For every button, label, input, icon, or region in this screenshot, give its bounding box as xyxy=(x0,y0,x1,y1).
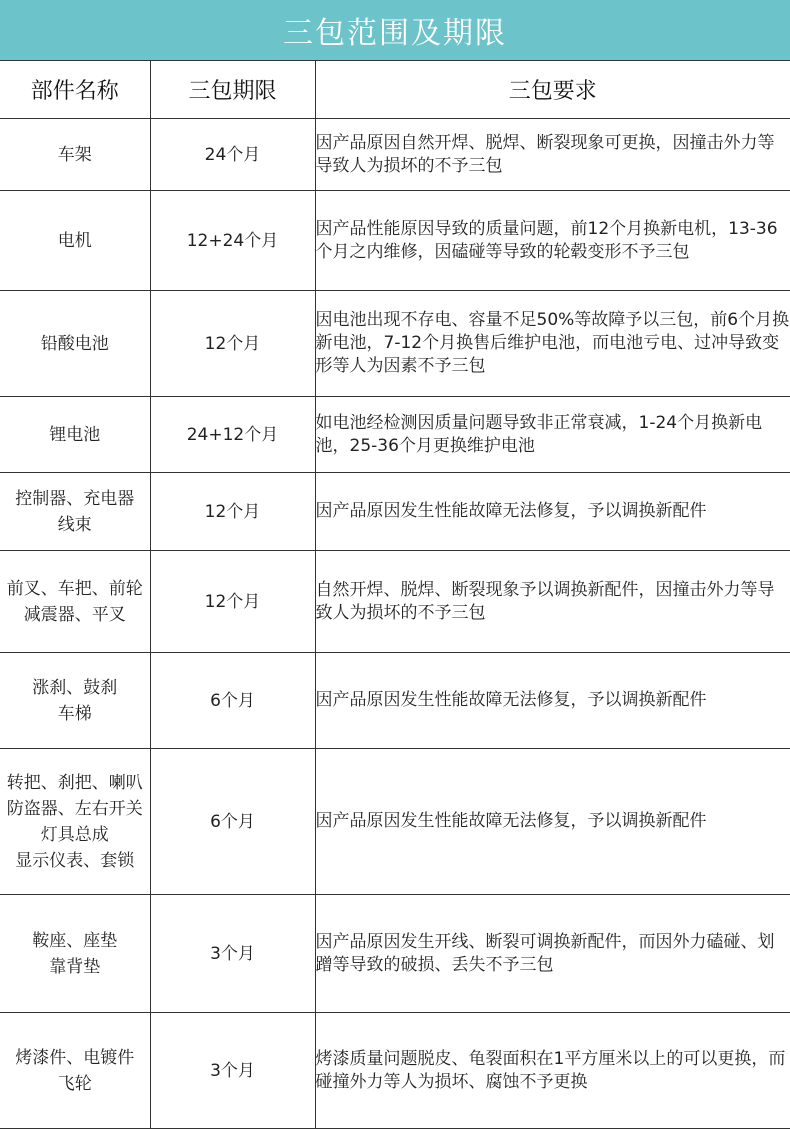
part-name-cell xyxy=(0,1013,150,1129)
part-name-cell xyxy=(0,291,150,397)
part-name-cell xyxy=(0,119,150,191)
requirement-cell: 因产品原因发生开线、断裂可调换新配件，而因外力磕碰、划蹭等导致的破损、丢失不予三包 xyxy=(315,895,790,1013)
part-name-line: 灯具总成 xyxy=(40,824,109,845)
requirement-cell: 因产品原因发生性能故障无法修复，予以调换新配件 xyxy=(315,653,790,749)
header-part-name: 部件名称 xyxy=(0,61,150,119)
period-cell: 6个月 xyxy=(150,749,315,895)
requirement-cell: 因电池出现不存电、容量不足50%等故障予以三包，前6个月换新电池，7-12个月换售后维护电池，而电池亏电、过冲导致变形等人为因素不予三包 xyxy=(315,291,790,397)
period-cell: 6个月 xyxy=(150,653,315,749)
table-header-row xyxy=(0,61,790,119)
table-row xyxy=(0,191,790,291)
header-warranty-period: 三包期限 xyxy=(150,61,315,119)
period-cell: 3个月 xyxy=(150,1013,315,1129)
table-row xyxy=(0,119,790,191)
title-bar xyxy=(0,0,790,60)
period-cell: 12个月 xyxy=(150,291,315,397)
part-name-line: 电机 xyxy=(57,230,92,251)
part-name-line: 显示仪表、套锁 xyxy=(15,850,135,871)
table-row xyxy=(0,749,790,895)
part-name-cell xyxy=(0,653,150,749)
period-cell: 12个月 xyxy=(150,473,315,551)
part-name-cell xyxy=(0,749,150,895)
table-row xyxy=(0,895,790,1013)
requirement-cell: 烤漆质量问题脱皮、龟裂面积在1平方厘米以上的可以更换，而碰撞外力等人为损坏、腐蚀不予更换 xyxy=(315,1013,790,1129)
part-name-line: 线束 xyxy=(57,514,92,535)
part-name-line: 减震器、平叉 xyxy=(23,604,126,625)
warranty-table xyxy=(0,60,790,1129)
part-name-cell xyxy=(0,473,150,551)
part-name-cell xyxy=(0,397,150,473)
header-warranty-requirement: 三包要求 xyxy=(315,61,790,119)
table-row xyxy=(0,551,790,653)
table-row xyxy=(0,1013,790,1129)
part-name-cell xyxy=(0,191,150,291)
table-row xyxy=(0,653,790,749)
part-name-line: 车梯 xyxy=(57,703,92,724)
part-name-line: 车架 xyxy=(57,144,92,165)
table-row xyxy=(0,291,790,397)
requirement-cell: 自然开焊、脱焊、断裂现象予以调换新配件，因撞击外力等导致人为损坏的不予三包 xyxy=(315,551,790,653)
requirement-cell: 因产品原因发生性能故障无法修复，予以调换新配件 xyxy=(315,473,790,551)
part-name-line: 鞍座、座垫 xyxy=(32,930,118,951)
part-name-line: 锂电池 xyxy=(49,424,101,445)
requirement-cell: 因产品原因发生性能故障无法修复，予以调换新配件 xyxy=(315,749,790,895)
period-cell: 24+12个月 xyxy=(150,397,315,473)
part-name-line: 铅酸电池 xyxy=(40,333,109,354)
part-name-line: 防盗器、左右开关 xyxy=(6,798,143,819)
table-row xyxy=(0,473,790,551)
part-name-line: 飞轮 xyxy=(57,1073,92,1094)
period-cell: 24个月 xyxy=(150,119,315,191)
part-name-line: 转把、刹把、喇叭 xyxy=(6,772,143,793)
requirement-cell: 如电池经检测因质量问题导致非正常衰减，1-24个月换新电池，25-36个月更换维护电池 xyxy=(315,397,790,473)
requirement-cell: 因产品性能原因导致的质量问题，前12个月换新电机，13-36个月之内维修，因磕碰等导致的轮毂变形不予三包 xyxy=(315,191,790,291)
part-name-line: 烤漆件、电镀件 xyxy=(15,1047,135,1068)
part-name-line: 靠背垫 xyxy=(49,956,101,977)
period-cell: 3个月 xyxy=(150,895,315,1013)
part-name-line: 前叉、车把、前轮 xyxy=(6,578,143,599)
period-cell: 12个月 xyxy=(150,551,315,653)
part-name-cell xyxy=(0,551,150,653)
part-name-cell xyxy=(0,895,150,1013)
period-cell: 12+24个月 xyxy=(150,191,315,291)
part-name-line: 控制器、充电器 xyxy=(15,488,135,509)
table-row xyxy=(0,397,790,473)
page-title: 三包范围及期限 xyxy=(283,16,507,51)
requirement-cell: 因产品原因自然开焊、脱焊、断裂现象可更换，因撞击外力等导致人为损坏的不予三包 xyxy=(315,119,790,191)
part-name-line: 涨刹、鼓刹 xyxy=(32,677,118,698)
